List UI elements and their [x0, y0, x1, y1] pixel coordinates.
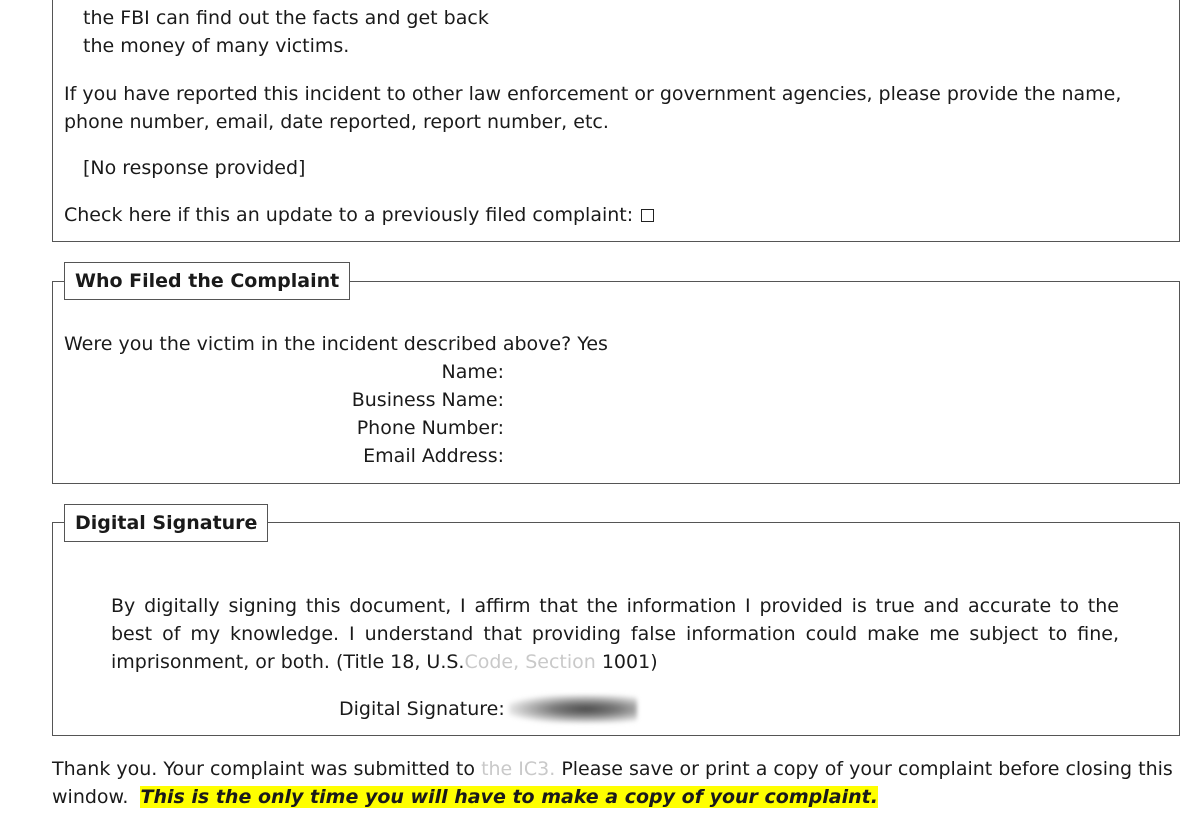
- digital-signature-row: [339, 695, 637, 723]
- thank-you-text-end: Please save or print a copy of your complaint before closing this: [555, 758, 1173, 780]
- thank-you-faded-text: the IC3.: [481, 758, 556, 780]
- business-name-label: Business Name:: [351, 389, 504, 411]
- thank-you-line-1: [52, 755, 1173, 783]
- name-label: Name:: [441, 361, 504, 383]
- thank-you-line-2: [52, 783, 878, 811]
- digital-signature-label: Digital Signature:: [339, 698, 505, 720]
- affirmation-text-end: 1001): [595, 651, 658, 673]
- email-address-label: Email Address:: [363, 445, 504, 467]
- other-agencies-question-line-1: If you have reported this incident to other law enforcement or government agencies, please provide the name,: [64, 83, 1122, 105]
- affirmation-faded-text: Code, Section: [464, 651, 596, 673]
- who-filed-legend: Who Filed the Complaint: [64, 262, 350, 300]
- thank-you-text: Thank you. Your complaint was submitted to: [52, 758, 482, 780]
- phone-number-label: Phone Number:: [356, 417, 504, 439]
- no-response-value: [No response provided]: [83, 157, 306, 179]
- affirmation-text: By digitally signing this document, I affirm that the information I provided is true and accurate to the best of my knowledge. I understand that providing false information could make me subject to fine, imprisonment, or both. (Title 18, U.S.: [111, 595, 1119, 673]
- digital-signature-legend-tick: [52, 522, 53, 532]
- window-text: window.: [52, 786, 129, 808]
- update-complaint-row: [64, 201, 654, 229]
- victim-question: Were you the victim in the incident described above? Yes: [64, 333, 608, 355]
- update-complaint-label: Check here if this an update to a previously filed complaint:: [64, 204, 634, 226]
- signature-affirmation: [111, 592, 1119, 676]
- who-filed-box: [52, 281, 1180, 484]
- copy-warning-highlight: This is the only time you will have to make a copy of your complaint.: [140, 786, 878, 808]
- other-agencies-question-line-2: phone number, email, date reported, report number, etc.: [64, 111, 609, 133]
- who-filed-legend-tick: [52, 281, 53, 291]
- incident-text-line-1: the FBI can find out the facts and get back: [83, 7, 489, 29]
- redacted-signature-image: [509, 695, 637, 723]
- incident-text-line-2: the money of many victims.: [83, 35, 350, 57]
- digital-signature-legend: Digital Signature: [64, 504, 268, 542]
- update-complaint-checkbox: [641, 209, 654, 222]
